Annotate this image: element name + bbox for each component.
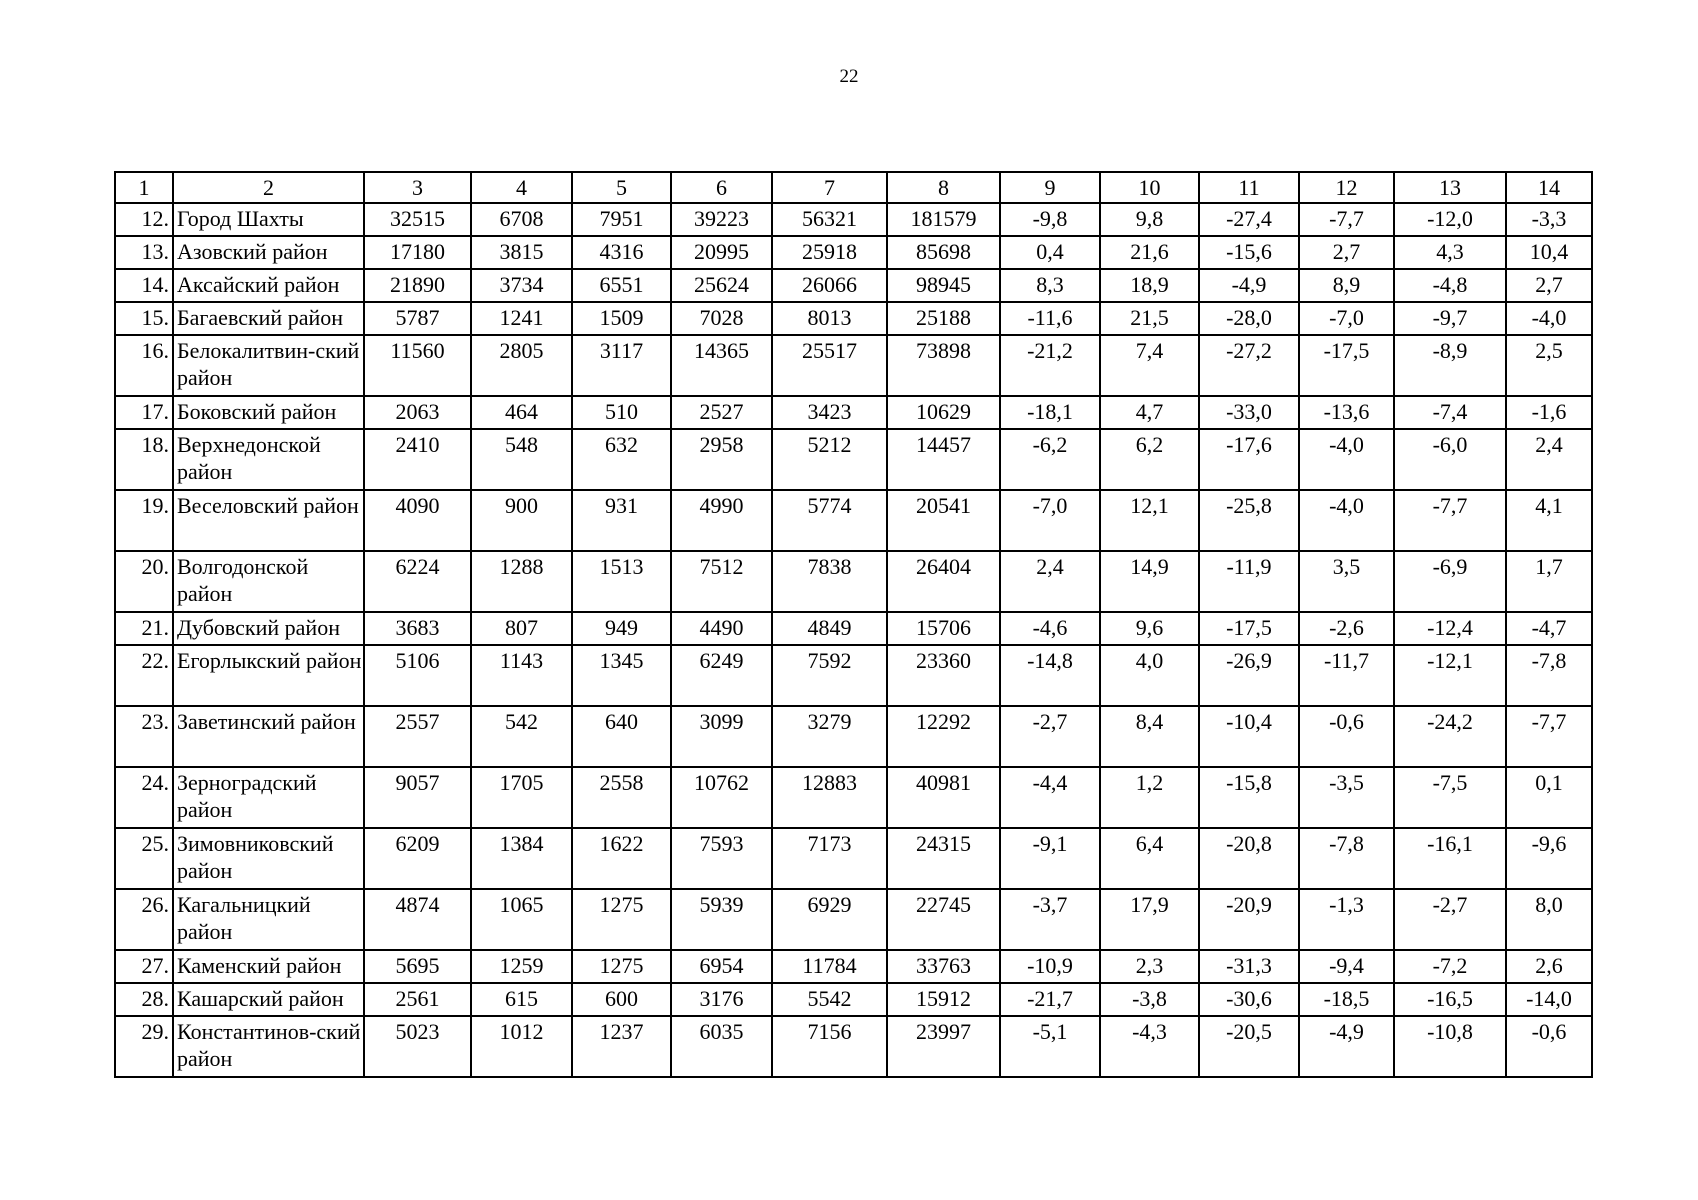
value-cell: 3734 bbox=[471, 269, 572, 302]
value-cell: 7173 bbox=[772, 828, 887, 889]
value-cell: 56321 bbox=[772, 203, 887, 236]
table-row bbox=[115, 429, 1592, 490]
value-cell: 5787 bbox=[364, 302, 471, 335]
value-cell: -4,6 bbox=[1000, 612, 1100, 645]
value-cell: 4,1 bbox=[1506, 490, 1592, 551]
value-cell: -18,1 bbox=[1000, 396, 1100, 429]
value-cell: -6,0 bbox=[1394, 429, 1506, 490]
district-name: Багаевский район bbox=[173, 302, 364, 335]
value-cell: -6,9 bbox=[1394, 551, 1506, 612]
district-name: Веселовский район bbox=[173, 490, 364, 551]
value-cell: 33763 bbox=[887, 950, 1000, 983]
table-row bbox=[115, 983, 1592, 1016]
header-cell: 7 bbox=[772, 172, 887, 203]
value-cell: 931 bbox=[572, 490, 671, 551]
value-cell: 2561 bbox=[364, 983, 471, 1016]
value-cell: 85698 bbox=[887, 236, 1000, 269]
value-cell: -3,8 bbox=[1100, 983, 1199, 1016]
value-cell: 39223 bbox=[671, 203, 772, 236]
value-cell: 32515 bbox=[364, 203, 471, 236]
value-cell: 640 bbox=[572, 706, 671, 767]
value-cell: 2,4 bbox=[1000, 551, 1100, 612]
header-cell: 13 bbox=[1394, 172, 1506, 203]
value-cell: 2,7 bbox=[1299, 236, 1394, 269]
value-cell: 7028 bbox=[671, 302, 772, 335]
value-cell: 15706 bbox=[887, 612, 1000, 645]
value-cell: -10,4 bbox=[1199, 706, 1299, 767]
value-cell: 24315 bbox=[887, 828, 1000, 889]
value-cell: 1241 bbox=[471, 302, 572, 335]
value-cell: 1065 bbox=[471, 889, 572, 950]
header-cell: 4 bbox=[471, 172, 572, 203]
value-cell: 3423 bbox=[772, 396, 887, 429]
value-cell: 5023 bbox=[364, 1016, 471, 1077]
value-cell: -1,3 bbox=[1299, 889, 1394, 950]
table-row bbox=[115, 828, 1592, 889]
value-cell: 2063 bbox=[364, 396, 471, 429]
value-cell: 6209 bbox=[364, 828, 471, 889]
value-cell: 7512 bbox=[671, 551, 772, 612]
value-cell: 6708 bbox=[471, 203, 572, 236]
value-cell: -11,9 bbox=[1199, 551, 1299, 612]
value-cell: 9,6 bbox=[1100, 612, 1199, 645]
value-cell: -2,6 bbox=[1299, 612, 1394, 645]
value-cell: 1705 bbox=[471, 767, 572, 828]
value-cell: 10,4 bbox=[1506, 236, 1592, 269]
header-cell: 14 bbox=[1506, 172, 1592, 203]
value-cell: 6954 bbox=[671, 950, 772, 983]
row-number: 29. bbox=[115, 1016, 173, 1077]
value-cell: -4,0 bbox=[1299, 429, 1394, 490]
value-cell: 21,5 bbox=[1100, 302, 1199, 335]
header-cell: 6 bbox=[671, 172, 772, 203]
value-cell: 73898 bbox=[887, 335, 1000, 396]
table-row bbox=[115, 302, 1592, 335]
value-cell: 23360 bbox=[887, 645, 1000, 706]
value-cell: -3,5 bbox=[1299, 767, 1394, 828]
value-cell: -2,7 bbox=[1394, 889, 1506, 950]
value-cell: -4,9 bbox=[1299, 1016, 1394, 1077]
row-number: 14. bbox=[115, 269, 173, 302]
row-number: 27. bbox=[115, 950, 173, 983]
table-row bbox=[115, 612, 1592, 645]
value-cell: 6249 bbox=[671, 645, 772, 706]
value-cell: 1237 bbox=[572, 1016, 671, 1077]
value-cell: 1143 bbox=[471, 645, 572, 706]
value-cell: 26066 bbox=[772, 269, 887, 302]
value-cell: 2958 bbox=[671, 429, 772, 490]
value-cell: -4,4 bbox=[1000, 767, 1100, 828]
header-cell: 9 bbox=[1000, 172, 1100, 203]
value-cell: -12,0 bbox=[1394, 203, 1506, 236]
value-cell: 632 bbox=[572, 429, 671, 490]
table-row bbox=[115, 203, 1592, 236]
district-name: Белокалитвин-ский район bbox=[173, 335, 364, 396]
header-cell: 3 bbox=[364, 172, 471, 203]
district-name: Егорлыкский район bbox=[173, 645, 364, 706]
value-cell: 4874 bbox=[364, 889, 471, 950]
value-cell: 7156 bbox=[772, 1016, 887, 1077]
value-cell: -17,5 bbox=[1299, 335, 1394, 396]
row-number: 18. bbox=[115, 429, 173, 490]
row-number: 17. bbox=[115, 396, 173, 429]
value-cell: 2805 bbox=[471, 335, 572, 396]
value-cell: 18,9 bbox=[1100, 269, 1199, 302]
header-cell: 2 bbox=[173, 172, 364, 203]
row-number: 28. bbox=[115, 983, 173, 1016]
value-cell: 14457 bbox=[887, 429, 1000, 490]
value-cell: -11,6 bbox=[1000, 302, 1100, 335]
value-cell: 4849 bbox=[772, 612, 887, 645]
value-cell: -0,6 bbox=[1299, 706, 1394, 767]
header-row bbox=[115, 172, 1592, 203]
value-cell: -24,2 bbox=[1394, 706, 1506, 767]
value-cell: 2,7 bbox=[1506, 269, 1592, 302]
table-body bbox=[115, 172, 1592, 1077]
value-cell: -7,2 bbox=[1394, 950, 1506, 983]
value-cell: -1,6 bbox=[1506, 396, 1592, 429]
row-number: 20. bbox=[115, 551, 173, 612]
value-cell: -21,7 bbox=[1000, 983, 1100, 1016]
value-cell: 2,3 bbox=[1100, 950, 1199, 983]
value-cell: 807 bbox=[471, 612, 572, 645]
header-cell: 1 bbox=[115, 172, 173, 203]
value-cell: -6,2 bbox=[1000, 429, 1100, 490]
value-cell: 7592 bbox=[772, 645, 887, 706]
header-cell: 8 bbox=[887, 172, 1000, 203]
value-cell: 5774 bbox=[772, 490, 887, 551]
value-cell: 22745 bbox=[887, 889, 1000, 950]
row-number: 21. bbox=[115, 612, 173, 645]
value-cell: 8,3 bbox=[1000, 269, 1100, 302]
value-cell: 6929 bbox=[772, 889, 887, 950]
value-cell: 2527 bbox=[671, 396, 772, 429]
value-cell: 21,6 bbox=[1100, 236, 1199, 269]
value-cell: 25624 bbox=[671, 269, 772, 302]
value-cell: -15,8 bbox=[1199, 767, 1299, 828]
value-cell: 5106 bbox=[364, 645, 471, 706]
header-cell: 10 bbox=[1100, 172, 1199, 203]
row-number: 13. bbox=[115, 236, 173, 269]
value-cell: 1275 bbox=[572, 950, 671, 983]
value-cell: 6,2 bbox=[1100, 429, 1199, 490]
row-number: 19. bbox=[115, 490, 173, 551]
district-name: Заветинский район bbox=[173, 706, 364, 767]
value-cell: -27,2 bbox=[1199, 335, 1299, 396]
value-cell: 10762 bbox=[671, 767, 772, 828]
table-row bbox=[115, 269, 1592, 302]
value-cell: 8,9 bbox=[1299, 269, 1394, 302]
value-cell: -15,6 bbox=[1199, 236, 1299, 269]
value-cell: 5212 bbox=[772, 429, 887, 490]
value-cell: 1,7 bbox=[1506, 551, 1592, 612]
value-cell: -4,9 bbox=[1199, 269, 1299, 302]
value-cell: 11784 bbox=[772, 950, 887, 983]
value-cell: 4490 bbox=[671, 612, 772, 645]
district-name: Боковский район bbox=[173, 396, 364, 429]
value-cell: 11560 bbox=[364, 335, 471, 396]
district-name: Зерноградский район bbox=[173, 767, 364, 828]
value-cell: -21,2 bbox=[1000, 335, 1100, 396]
value-cell: 4,0 bbox=[1100, 645, 1199, 706]
value-cell: 5939 bbox=[671, 889, 772, 950]
header-cell: 11 bbox=[1199, 172, 1299, 203]
district-name: Кагальницкий район bbox=[173, 889, 364, 950]
value-cell: 1,2 bbox=[1100, 767, 1199, 828]
row-number: 26. bbox=[115, 889, 173, 950]
data-table bbox=[114, 171, 1593, 1078]
value-cell: 98945 bbox=[887, 269, 1000, 302]
value-cell: 15912 bbox=[887, 983, 1000, 1016]
value-cell: -9,4 bbox=[1299, 950, 1394, 983]
value-cell: -7,5 bbox=[1394, 767, 1506, 828]
value-cell: 510 bbox=[572, 396, 671, 429]
value-cell: -14,8 bbox=[1000, 645, 1100, 706]
value-cell: 4990 bbox=[671, 490, 772, 551]
value-cell: -20,5 bbox=[1199, 1016, 1299, 1077]
value-cell: 25517 bbox=[772, 335, 887, 396]
value-cell: 900 bbox=[471, 490, 572, 551]
table-row bbox=[115, 490, 1592, 551]
value-cell: 3117 bbox=[572, 335, 671, 396]
value-cell: 2,6 bbox=[1506, 950, 1592, 983]
value-cell: -33,0 bbox=[1199, 396, 1299, 429]
value-cell: -17,6 bbox=[1199, 429, 1299, 490]
value-cell: -20,8 bbox=[1199, 828, 1299, 889]
value-cell: -31,3 bbox=[1199, 950, 1299, 983]
table-row bbox=[115, 706, 1592, 767]
value-cell: 4316 bbox=[572, 236, 671, 269]
value-cell: 26404 bbox=[887, 551, 1000, 612]
header-cell: 12 bbox=[1299, 172, 1394, 203]
value-cell: -18,5 bbox=[1299, 983, 1394, 1016]
value-cell: 40981 bbox=[887, 767, 1000, 828]
district-name: Кашарский район bbox=[173, 983, 364, 1016]
value-cell: 12,1 bbox=[1100, 490, 1199, 551]
table-row bbox=[115, 1016, 1592, 1077]
value-cell: -7,7 bbox=[1394, 490, 1506, 551]
value-cell: 1275 bbox=[572, 889, 671, 950]
value-cell: -9,1 bbox=[1000, 828, 1100, 889]
value-cell: -26,9 bbox=[1199, 645, 1299, 706]
value-cell: 5542 bbox=[772, 983, 887, 1016]
value-cell: 3683 bbox=[364, 612, 471, 645]
value-cell: -12,1 bbox=[1394, 645, 1506, 706]
table-row bbox=[115, 950, 1592, 983]
value-cell: 2557 bbox=[364, 706, 471, 767]
value-cell: 1012 bbox=[471, 1016, 572, 1077]
value-cell: -14,0 bbox=[1506, 983, 1592, 1016]
value-cell: -16,1 bbox=[1394, 828, 1506, 889]
table-row bbox=[115, 645, 1592, 706]
value-cell: -7,0 bbox=[1299, 302, 1394, 335]
value-cell: 14365 bbox=[671, 335, 772, 396]
value-cell: -7,8 bbox=[1299, 828, 1394, 889]
value-cell: 8013 bbox=[772, 302, 887, 335]
page-number: 22 bbox=[839, 66, 859, 87]
value-cell: 9057 bbox=[364, 767, 471, 828]
value-cell: -25,8 bbox=[1199, 490, 1299, 551]
table-row bbox=[115, 551, 1592, 612]
value-cell: 0,1 bbox=[1506, 767, 1592, 828]
value-cell: 1288 bbox=[471, 551, 572, 612]
district-name: Азовский район bbox=[173, 236, 364, 269]
row-number: 23. bbox=[115, 706, 173, 767]
value-cell: -28,0 bbox=[1199, 302, 1299, 335]
value-cell: 21890 bbox=[364, 269, 471, 302]
district-name: Верхнедонской район bbox=[173, 429, 364, 490]
value-cell: 6551 bbox=[572, 269, 671, 302]
value-cell: 4,3 bbox=[1394, 236, 1506, 269]
value-cell: -4,3 bbox=[1100, 1016, 1199, 1077]
header-cell: 5 bbox=[572, 172, 671, 203]
value-cell: 14,9 bbox=[1100, 551, 1199, 612]
value-cell: -9,8 bbox=[1000, 203, 1100, 236]
value-cell: -4,0 bbox=[1506, 302, 1592, 335]
value-cell: 2,5 bbox=[1506, 335, 1592, 396]
row-number: 12. bbox=[115, 203, 173, 236]
value-cell: -7,7 bbox=[1506, 706, 1592, 767]
value-cell: 25918 bbox=[772, 236, 887, 269]
district-name: Каменский район bbox=[173, 950, 364, 983]
value-cell: 7,4 bbox=[1100, 335, 1199, 396]
value-cell: -10,8 bbox=[1394, 1016, 1506, 1077]
value-cell: -20,9 bbox=[1199, 889, 1299, 950]
value-cell: -3,7 bbox=[1000, 889, 1100, 950]
value-cell: 464 bbox=[471, 396, 572, 429]
district-name: Аксайский район bbox=[173, 269, 364, 302]
value-cell: -11,7 bbox=[1299, 645, 1394, 706]
value-cell: -7,0 bbox=[1000, 490, 1100, 551]
value-cell: -5,1 bbox=[1000, 1016, 1100, 1077]
value-cell: 2558 bbox=[572, 767, 671, 828]
value-cell: 3099 bbox=[671, 706, 772, 767]
value-cell: 7593 bbox=[671, 828, 772, 889]
value-cell: -10,9 bbox=[1000, 950, 1100, 983]
row-number: 15. bbox=[115, 302, 173, 335]
value-cell: 542 bbox=[471, 706, 572, 767]
value-cell: -30,6 bbox=[1199, 983, 1299, 1016]
value-cell: 1345 bbox=[572, 645, 671, 706]
value-cell: 615 bbox=[471, 983, 572, 1016]
value-cell: 3,5 bbox=[1299, 551, 1394, 612]
district-name: Константинов-ский район bbox=[173, 1016, 364, 1077]
value-cell: 12292 bbox=[887, 706, 1000, 767]
value-cell: 7838 bbox=[772, 551, 887, 612]
value-cell: 6035 bbox=[671, 1016, 772, 1077]
value-cell: 6,4 bbox=[1100, 828, 1199, 889]
row-number: 22. bbox=[115, 645, 173, 706]
value-cell: 9,8 bbox=[1100, 203, 1199, 236]
value-cell: 4,7 bbox=[1100, 396, 1199, 429]
value-cell: -16,5 bbox=[1394, 983, 1506, 1016]
table-row bbox=[115, 889, 1592, 950]
value-cell: 5695 bbox=[364, 950, 471, 983]
value-cell: -9,6 bbox=[1506, 828, 1592, 889]
value-cell: 8,0 bbox=[1506, 889, 1592, 950]
row-number: 24. bbox=[115, 767, 173, 828]
table-row bbox=[115, 236, 1592, 269]
value-cell: -2,7 bbox=[1000, 706, 1100, 767]
value-cell: 8,4 bbox=[1100, 706, 1199, 767]
value-cell: 1259 bbox=[471, 950, 572, 983]
value-cell: 25188 bbox=[887, 302, 1000, 335]
district-name: Город Шахты bbox=[173, 203, 364, 236]
value-cell: -17,5 bbox=[1199, 612, 1299, 645]
value-cell: 0,4 bbox=[1000, 236, 1100, 269]
value-cell: -7,8 bbox=[1506, 645, 1592, 706]
value-cell: 17180 bbox=[364, 236, 471, 269]
value-cell: 7951 bbox=[572, 203, 671, 236]
value-cell: -0,6 bbox=[1506, 1016, 1592, 1077]
value-cell: -12,4 bbox=[1394, 612, 1506, 645]
value-cell: -3,3 bbox=[1506, 203, 1592, 236]
value-cell: -7,7 bbox=[1299, 203, 1394, 236]
value-cell: 20541 bbox=[887, 490, 1000, 551]
table-row bbox=[115, 767, 1592, 828]
value-cell: -27,4 bbox=[1199, 203, 1299, 236]
value-cell: 949 bbox=[572, 612, 671, 645]
district-name: Зимовниковский район bbox=[173, 828, 364, 889]
value-cell: -4,8 bbox=[1394, 269, 1506, 302]
value-cell: 2,4 bbox=[1506, 429, 1592, 490]
table-row bbox=[115, 396, 1592, 429]
value-cell: -13,6 bbox=[1299, 396, 1394, 429]
value-cell: -9,7 bbox=[1394, 302, 1506, 335]
value-cell: 1513 bbox=[572, 551, 671, 612]
value-cell: 3279 bbox=[772, 706, 887, 767]
value-cell: 1622 bbox=[572, 828, 671, 889]
value-cell: -7,4 bbox=[1394, 396, 1506, 429]
value-cell: -4,0 bbox=[1299, 490, 1394, 551]
value-cell: 2410 bbox=[364, 429, 471, 490]
row-number: 25. bbox=[115, 828, 173, 889]
district-name: Дубовский район bbox=[173, 612, 364, 645]
value-cell: 3815 bbox=[471, 236, 572, 269]
value-cell: 548 bbox=[471, 429, 572, 490]
district-name: Волгодонской район bbox=[173, 551, 364, 612]
value-cell: 3176 bbox=[671, 983, 772, 1016]
value-cell: 12883 bbox=[772, 767, 887, 828]
value-cell: 17,9 bbox=[1100, 889, 1199, 950]
value-cell: -4,7 bbox=[1506, 612, 1592, 645]
value-cell: 181579 bbox=[887, 203, 1000, 236]
value-cell: 1384 bbox=[471, 828, 572, 889]
table-row bbox=[115, 335, 1592, 396]
value-cell: 23997 bbox=[887, 1016, 1000, 1077]
value-cell: 4090 bbox=[364, 490, 471, 551]
value-cell: 6224 bbox=[364, 551, 471, 612]
row-number: 16. bbox=[115, 335, 173, 396]
value-cell: -8,9 bbox=[1394, 335, 1506, 396]
value-cell: 1509 bbox=[572, 302, 671, 335]
value-cell: 10629 bbox=[887, 396, 1000, 429]
value-cell: 600 bbox=[572, 983, 671, 1016]
value-cell: 20995 bbox=[671, 236, 772, 269]
